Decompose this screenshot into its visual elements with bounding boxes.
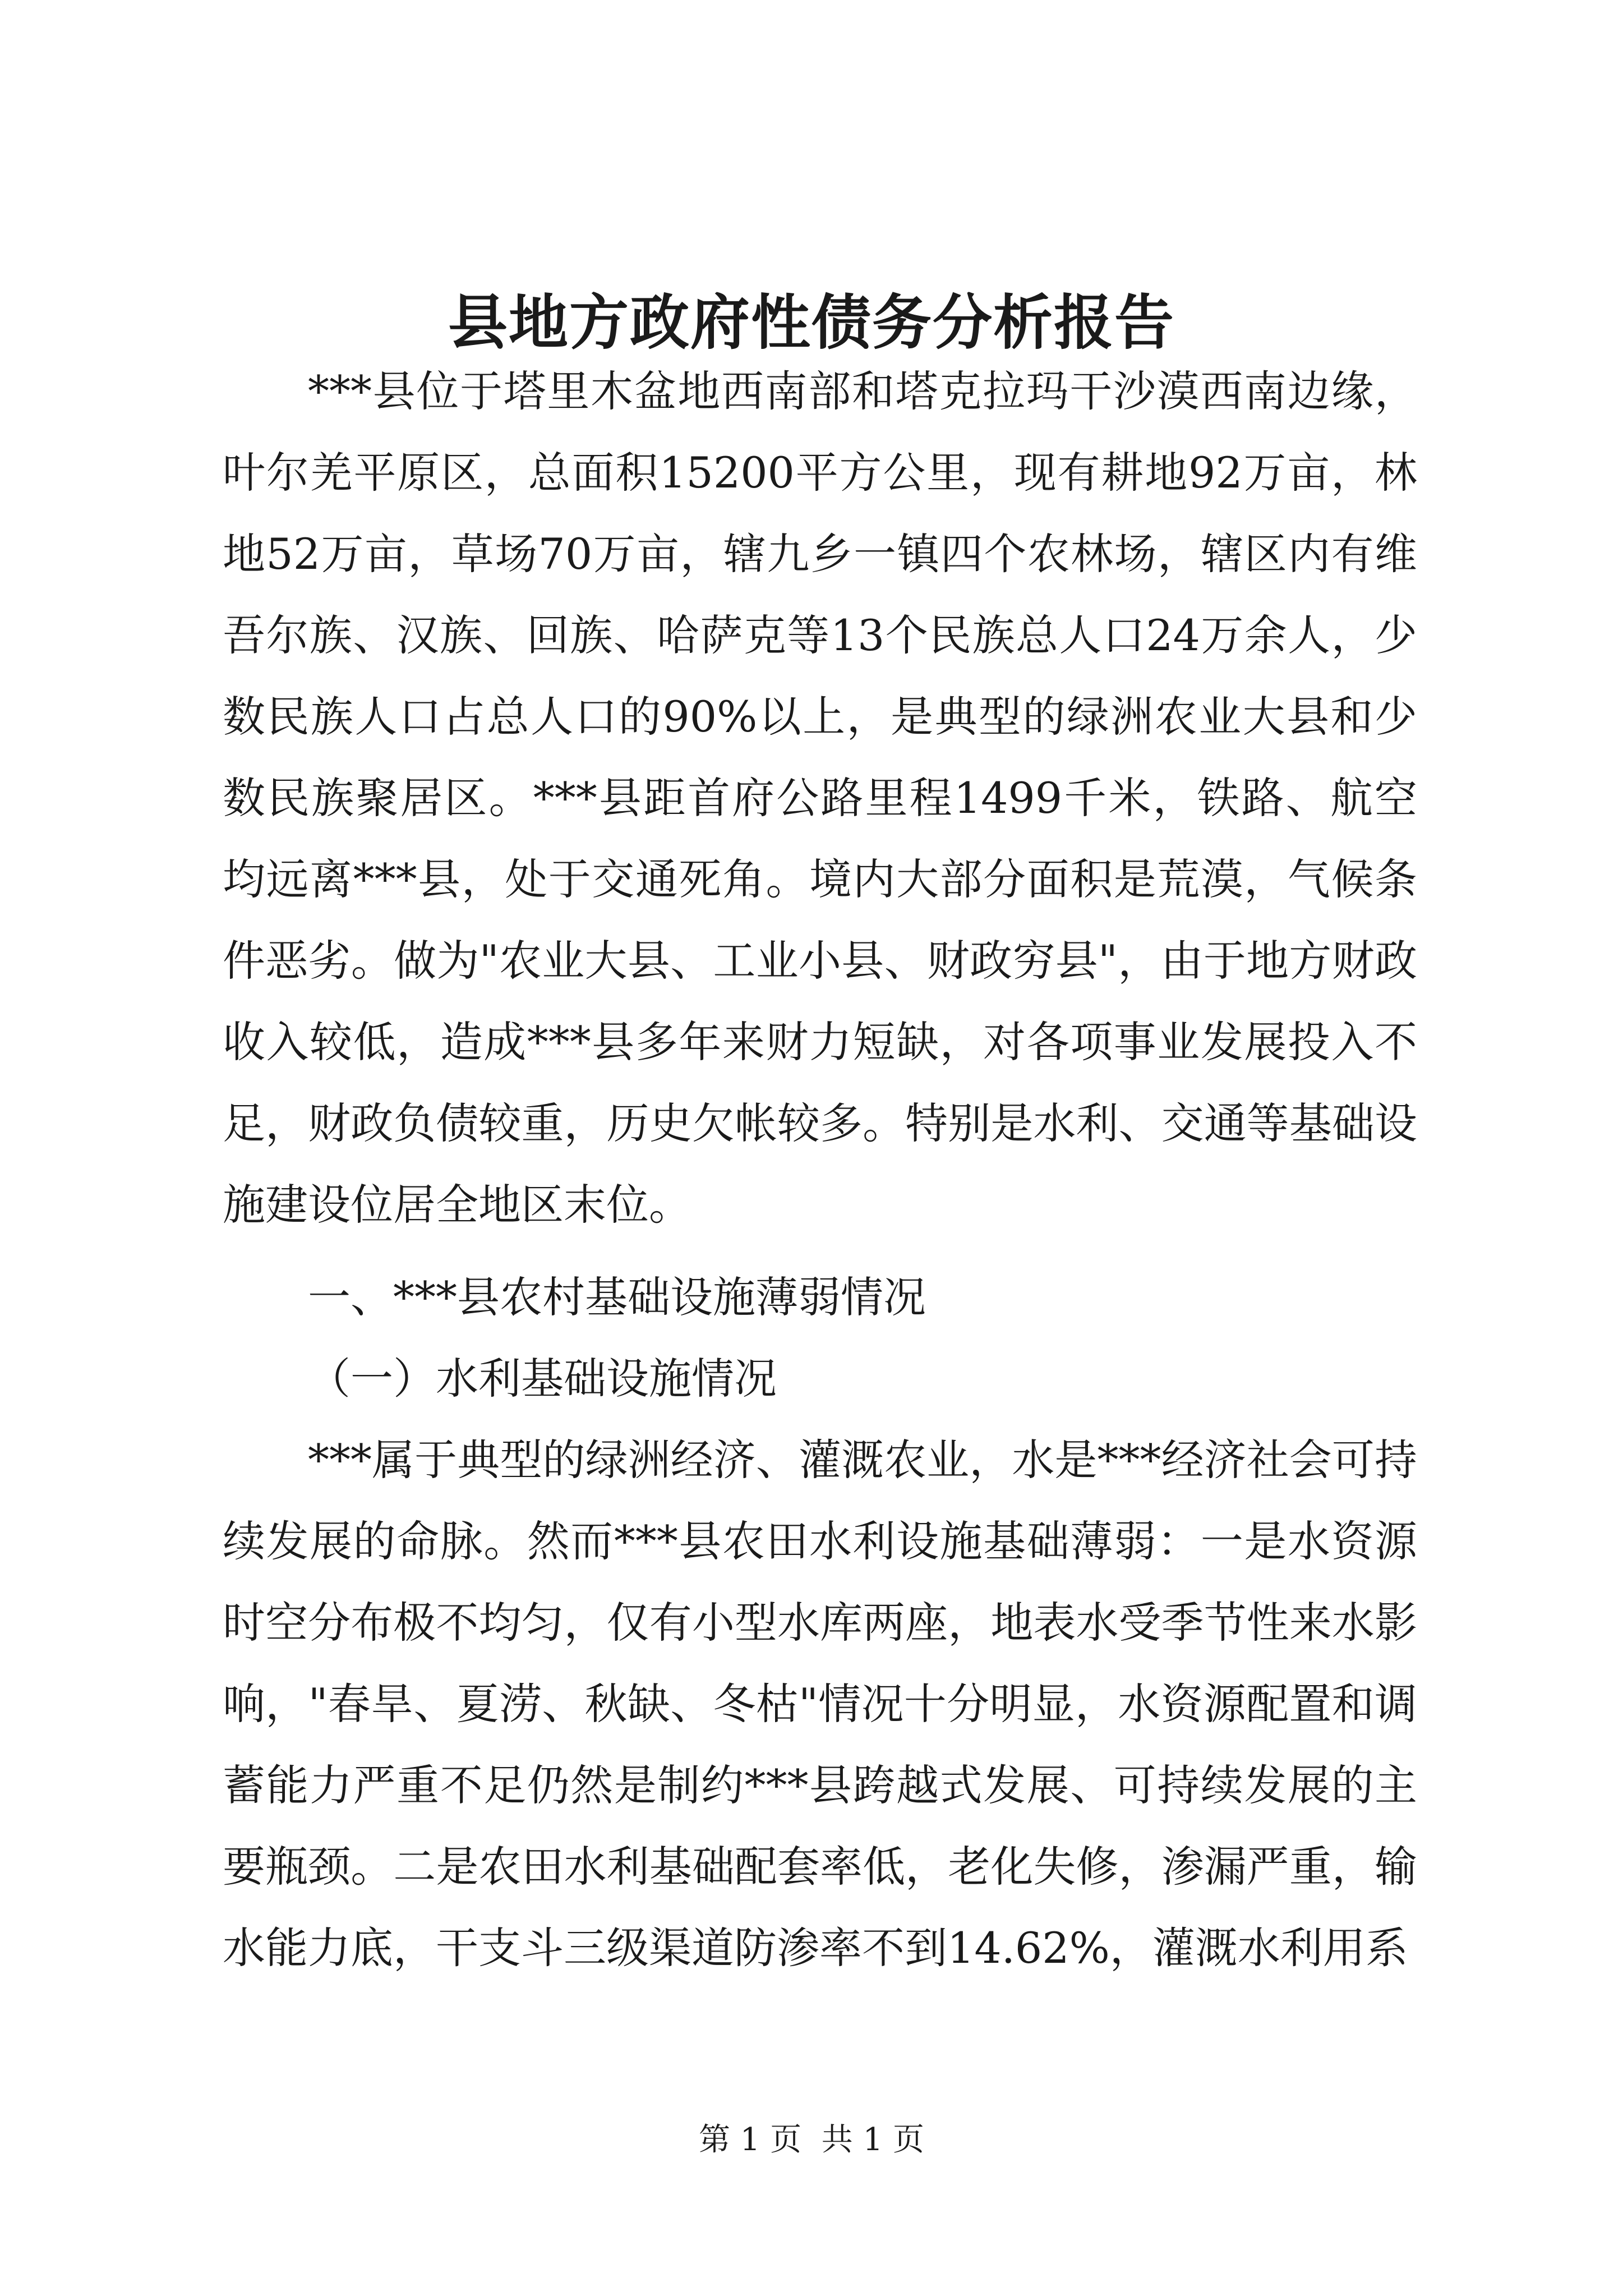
document-title: 县地方政府性债务分析报告 bbox=[448, 287, 1175, 357]
paragraph-intro: ***县位于塔里木盆地西南部和塔克拉玛干沙漠西南边缘，叶尔羌平原区，总面积15200平方公里，现有耕地92万亩，林地52万亩，草场70万亩，辖九乡一镇四个农林场，辖区内有维吾尔族、汉族、回族、哈萨克等13个民族总人口24万余人，少数民族人口占总人口的90%以上，是典型的绿洲农业大县和少数民族聚居区。***县距首府公路里程1499千米，铁路、航空均远离***县，处于交通死角。境内大部分面积是荒漠，气候条件恶劣。做为"农业大县、工业小县、财政穷县"，由于地方财政收入较低，造成***县多年来财力短缺，对各项事业发展投入不足，财政负债较重，历史欠帐较多。特别是水利、交通等基础设施建设位居全地区末位。 bbox=[223, 366, 1417, 1230]
subsection-heading-1: （一）水利基础设施情况 bbox=[308, 1354, 777, 1404]
paragraph-water-infrastructure: ***属于典型的绿洲经济、灌溉农业，水是***经济社会可持续发展的命脉。然而***县农田水利设施基础薄弱：一是水资源时空分布极不均匀，仅有小型水库两座，地表水受季节性来水影响，"春旱、夏涝、秋缺、冬枯"情况十分明显，水资源配置和调蓄能力严重不足仍然是制约***县跨越式发展、可持续发展的主要瓶颈。二是农田水利基础配套率低，老化失修，渗漏严重，输水能力底，干支斗三级渠道防渗率不到14.62%，灌溉水利用系 bbox=[223, 1435, 1417, 1973]
page-number: 第 1 页 共 1 页 bbox=[698, 2122, 925, 2158]
document-body bbox=[223, 351, 1417, 1989]
page-footer bbox=[0, 2118, 1623, 2162]
section-heading-1: 一、***县农村基础设施薄弱情况 bbox=[308, 1272, 926, 1322]
